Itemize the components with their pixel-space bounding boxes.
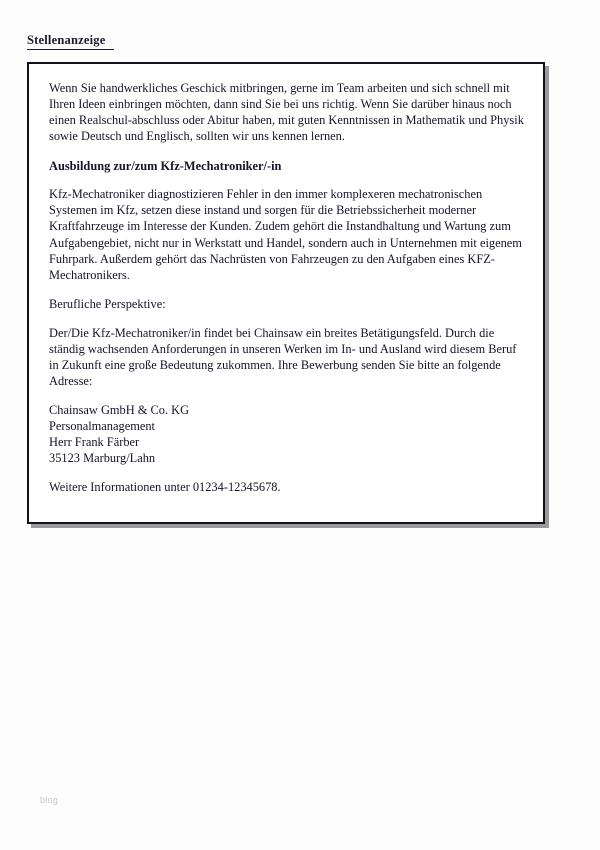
job-ad-contact-note: Weitere Informationen unter 01234-12345678. — [49, 480, 281, 494]
address-line: Personalmanagement — [49, 419, 155, 434]
job-ad-content — [29, 64, 543, 505]
job-ad-intro: Wenn Sie handwerkliches Geschick mitbringen, gerne im Team arbeiten und sich schnell mit Ihren Ideen einbringen möchten, dann sind Sie bei uns richtig. Wenn Sie darüber hinaus noch einen Realschul-abschluss oder Abitur haben, mit guten Kenntnissen in Mathematik und Physik sowie Deutsch und Englisch, sollten wir uns kennen lernen. — [49, 81, 524, 144]
page-title: Stellenanzeige — [27, 33, 114, 50]
address-line: Herr Frank Färber — [49, 435, 140, 450]
job-ad-description: Kfz-Mechatroniker diagnostizieren Fehler in den immer komplexeren mechatronischen Systemen im Kfz, setzen diese instand und sorgen für die Betriebssicherheit moderner Kraftfahrzeuge im Interesse der Kunden. Zudem gehört die Instandhaltung und Wartung zum Aufgabengebiet, nicht nur in Werkstatt und Handel, sondern auch in Unternehmen mit eigenem Fuhrpark. Außerdem gehört das Nachrüsten von Fahrzeugen zu den Aufgaben eines KFZ-Mechatronikers. — [49, 187, 522, 282]
job-ad-perspective-text: Der/Die Kfz-Mechatroniker/in findet bei Chainsaw ein breites Betätigungsfeld. Durch die ständig wachsenden Anforderungen in unseren Werken im In- und Ausland wird diesem Beruf in Zukunft eine große Bedeutung zukommen. Ihre Bewerbung senden Sie bitte an folgende Adresse: — [49, 325, 517, 388]
job-ad-perspective-heading: Berufliche Perspektive: — [49, 296, 166, 311]
address-line: Chainsaw GmbH & Co. KG — [49, 403, 190, 417]
job-ad-box — [27, 62, 545, 524]
job-ad-address — [49, 402, 524, 467]
address-line: 35123 Marburg/Lahn — [49, 451, 156, 466]
watermark-label: blog — [40, 795, 59, 805]
job-ad-heading: Ausbildung zur/zum Kfz-Mechatroniker/-in — [49, 158, 282, 173]
